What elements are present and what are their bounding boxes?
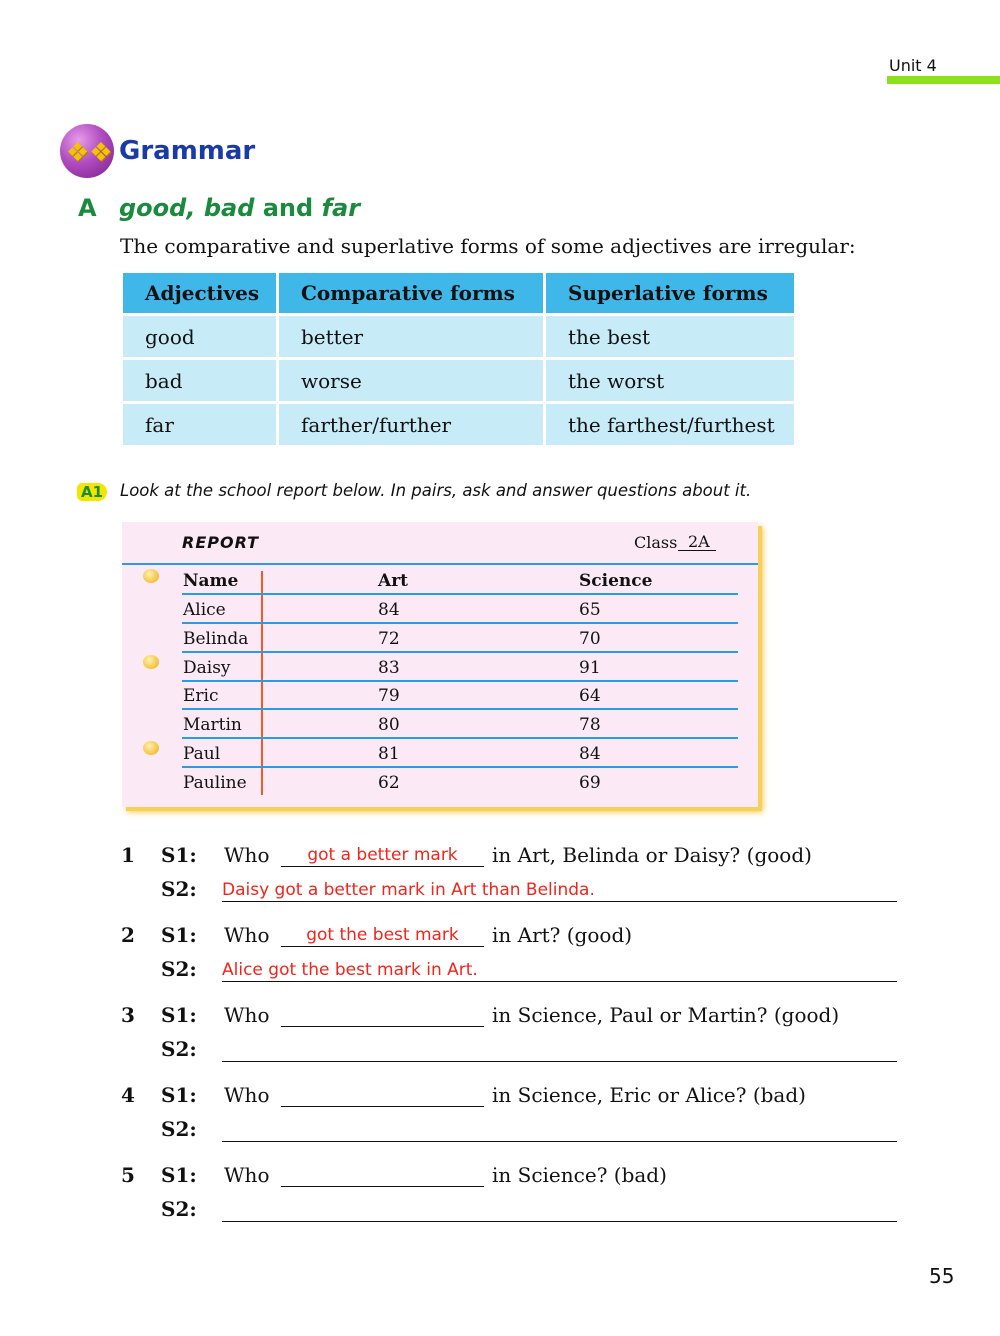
question-start: Who [224, 1083, 270, 1107]
answer-line[interactable] [222, 1039, 897, 1062]
exercise-item [0, 1083, 1000, 1153]
answer-blank[interactable]: got the best mark [281, 925, 484, 947]
question-start: Who [224, 843, 270, 867]
speaker-s2: S2: [161, 957, 197, 981]
row-rule [182, 593, 738, 595]
question-start: Who [224, 1003, 270, 1027]
student-name: Pauline [183, 773, 247, 793]
question-rest: in Science, Eric or Alice? (bad) [492, 1083, 806, 1107]
student-name: Alice [183, 600, 226, 620]
row-rule [182, 651, 738, 653]
puzzle-icon: ❖❖ [60, 124, 114, 178]
exercise-number: 4 [121, 1083, 135, 1107]
report-row [182, 769, 738, 797]
answer-blank[interactable] [281, 1005, 484, 1027]
answer-line[interactable]: Daisy got a better mark in Art than Belinda. [222, 879, 897, 902]
question-rest: in Art? (good) [492, 923, 633, 947]
question-rest: in Art, Belinda or Daisy? (good) [492, 843, 812, 867]
unit-label: Unit 4 [889, 56, 937, 75]
table-row [123, 360, 794, 401]
cell-adjective: good [123, 316, 276, 357]
subsection-title [119, 194, 360, 222]
report-row [182, 596, 738, 624]
cell-comparative: farther/further [279, 404, 543, 445]
art-mark: 62 [378, 773, 400, 793]
answer-line[interactable]: Alice got the best mark in Art. [222, 959, 897, 982]
report-row [182, 682, 738, 710]
row-rule [182, 622, 738, 624]
art-mark: 81 [378, 744, 400, 764]
question-start: Who [224, 1163, 270, 1187]
report-header-name: Name [183, 571, 239, 591]
cell-superlative: the farthest/furthest [546, 404, 794, 445]
report-divider [122, 563, 758, 565]
art-mark: 72 [378, 629, 400, 649]
speaker-s2: S2: [161, 1197, 197, 1221]
cell-adjective: bad [123, 360, 276, 401]
art-mark: 80 [378, 715, 400, 735]
activity-badge: A1 [77, 483, 107, 501]
title-word-bad: bad [203, 194, 255, 222]
report-row [182, 654, 738, 682]
report-header-art: Art [378, 571, 408, 591]
exercise-number: 3 [121, 1003, 135, 1027]
answer-blank[interactable] [281, 1165, 484, 1187]
header-superlative: Superlative forms [546, 273, 794, 313]
report-row [182, 625, 738, 653]
forms-table [120, 270, 797, 448]
binder-hole-icon [143, 569, 159, 583]
question-start: Who [224, 923, 270, 947]
science-mark: 84 [579, 744, 601, 764]
science-mark: 91 [579, 658, 601, 678]
answer-line[interactable] [222, 1199, 897, 1222]
intro-text: The comparative and superlative forms of some adjectives are irregular: [120, 234, 856, 258]
binder-hole-icon [143, 655, 159, 669]
science-mark: 64 [579, 686, 601, 706]
table-row [123, 404, 794, 445]
row-rule [182, 708, 738, 710]
exercise-item [0, 923, 1000, 993]
science-mark: 65 [579, 600, 601, 620]
activity-instruction: Look at the school report below. In pairs, ask and answer questions about it. [120, 481, 752, 500]
page-number: 55 [929, 1264, 955, 1288]
cell-superlative: the best [546, 316, 794, 357]
student-name: Daisy [183, 658, 231, 678]
forms-table-header [123, 273, 794, 313]
header-adjectives: Adjectives [123, 273, 276, 313]
speaker-s2: S2: [161, 877, 197, 901]
cell-comparative: better [279, 316, 543, 357]
exercise-number: 5 [121, 1163, 135, 1187]
subsection-letter: A [78, 194, 97, 222]
header-comparative: Comparative forms [279, 273, 543, 313]
question-rest: in Science? (bad) [492, 1163, 667, 1187]
class-label: Class [634, 533, 678, 552]
section-title: Grammar [119, 136, 256, 166]
row-rule [182, 737, 738, 739]
speaker-s1: S1: [161, 1003, 197, 1027]
title-word-good: good, [119, 194, 196, 222]
exercise-item [0, 843, 1000, 913]
binder-hole-icon [143, 741, 159, 755]
student-name: Eric [183, 686, 219, 706]
answer-blank[interactable] [281, 1085, 484, 1107]
science-mark: 78 [579, 715, 601, 735]
row-rule [182, 766, 738, 768]
art-mark: 84 [378, 600, 400, 620]
class-value: 2A [678, 533, 716, 551]
exercise-item [0, 1003, 1000, 1073]
speaker-s1: S1: [161, 1163, 197, 1187]
exercise-number: 2 [121, 923, 135, 947]
exercise-item [0, 1163, 1000, 1233]
cell-adjective: far [123, 404, 276, 445]
cell-superlative: the worst [546, 360, 794, 401]
science-mark: 70 [579, 629, 601, 649]
title-word-far: far [321, 194, 361, 222]
speaker-s2: S2: [161, 1117, 197, 1141]
report-row [182, 740, 738, 768]
exercise-number: 1 [121, 843, 135, 867]
speaker-s1: S1: [161, 923, 197, 947]
speaker-s2: S2: [161, 1037, 197, 1061]
report-title: REPORT [182, 533, 260, 552]
report-header-science: Science [579, 571, 653, 591]
report-header-row [182, 567, 738, 595]
speaker-s1: S1: [161, 1083, 197, 1107]
student-name: Belinda [183, 629, 249, 649]
art-mark: 79 [378, 686, 400, 706]
speaker-s1: S1: [161, 843, 197, 867]
answer-blank[interactable]: got a better mark [281, 845, 484, 867]
art-mark: 83 [378, 658, 400, 678]
unit-accent-bar [887, 76, 1000, 84]
science-mark: 69 [579, 773, 601, 793]
table-row [123, 316, 794, 357]
student-name: Paul [183, 744, 221, 764]
report-row [182, 711, 738, 739]
cell-comparative: worse [279, 360, 543, 401]
answer-line[interactable] [222, 1119, 897, 1142]
student-name: Martin [183, 715, 242, 735]
title-word-and: and [262, 194, 314, 222]
question-rest: in Science, Paul or Martin? (good) [492, 1003, 840, 1027]
